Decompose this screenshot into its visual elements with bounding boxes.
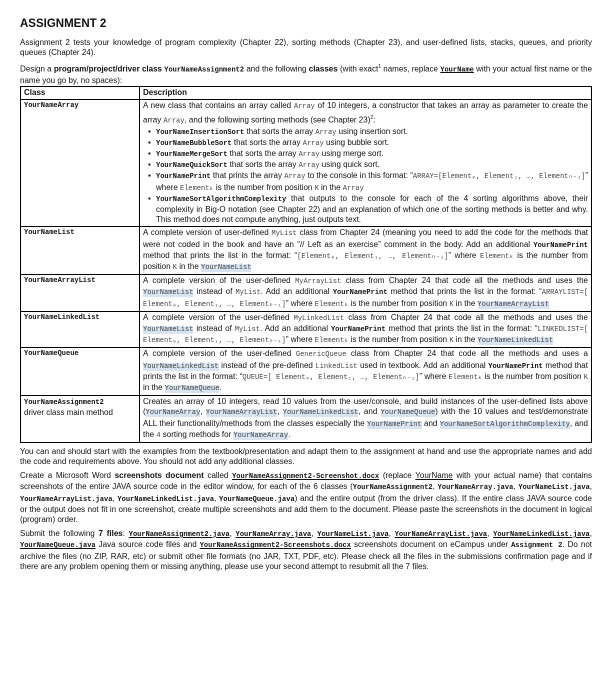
- design-paragraph: Design a program/project/driver class YourNameAssignment2 and the following classes (with exact$^1$ names, replace YourName with your actual first name or the name you go by, no spaces):: [20, 63, 593, 85]
- start-paragraph: You can and should start with the examples from the textbook/presentation and adapt them to the assignment at hand and use the appropriate names and add the code and requirements above. You should not add any additional classes.: [20, 447, 592, 467]
- table-row: [21, 227, 592, 275]
- table-row: [21, 348, 592, 396]
- list-item: ▪ YourNameQuickSort that sorts the array Array using quick sort.: [151, 160, 588, 171]
- table-row: [21, 275, 592, 312]
- class-description: Creates an array of 10 integers, read 10 values from the user/console, and build instances of the user-defined lists above (YourNameArray, YourNameArrayList, YourNameLinkedList, and YourNameQueue) with the 10 values and test/demonstrate ALL their functionality/methods from the classes especially the YourNamePrint and YourNameSortAlgorithmComplexity, and the 4 sorting methods for YourNameArray.: [140, 396, 592, 443]
- table-row: [21, 100, 592, 227]
- screenshot-paragraph: Create a Microsoft Word screenshots document called YourNameAssignment2-Screenshot.docx (replace YourName with your actual name) that contains screenshots of the entire JAVA source code in the editor window, for each of the 6 classes (YourNameAssignment2, YourNameArray.java, YourNameList.java, YourNameArrayList.java, YourNameLinkedList.java, YourNameQueue.java) and the entire output (from the driver class). If the entire class JAVA source code or the output does not fit in one screenshot, create multiple screenshots and add them to the document. Please paste the screenshots in the document in logical (program) order.: [20, 470, 593, 525]
- table-row: [21, 311, 592, 348]
- class-name: YourNameList: [21, 227, 140, 275]
- list-item: ▪ YourNameBubbleSort that sorts the array Array using bubble sort.: [151, 138, 588, 149]
- list-item: ▪ YourNameSortAlgorithmComplexity that outputs to the console for each of the 4 sorting algorithms above, their complexity in Big-O notation (see Chapter 22) and an explanation of which one of the sorting methods is better and why. This method does not compute anything, just outputs text.: [151, 194, 588, 226]
- class-description: A new class that contains an array called Array of 10 integers, a constructor that takes an array as parameter to create the array Array, and the following sorting methods (see Chapter 23)$^2$: ▪ YourNameInsertionSort that sorts the array Array using insertion sort. ▪ YourNameBubbleSort that sorts the array Array using bubble sort. ▪ YourNameMergeSort that sorts the array Array using merge sort. ▪ YourNameQuickSort that sorts the array Array using quick sort. ▪ YourNamePrint that prints the array Array to the console in this format: “ARRAY=[Element₀, Element₁, …, Elementₙ₋₁]” where Elementₖ is the number from position K in the Array ▪ YourNameSortAlgorithmComplexity that outputs to the console for each of the 4 sorting algorithms above, their complexity in Big-O notation (see Chapter 22) and an explanation of which one of the sorting methods is better and why. This method does not compute anything, just outputs text.: [140, 100, 592, 227]
- table-row: [21, 396, 592, 443]
- page-title: ASSIGNMENT 2: [20, 18, 107, 30]
- class-name: YourNameArrayList: [21, 275, 140, 312]
- list-item: ▪ YourNamePrint that prints the array Array to the console in this format: “ARRAY=[Element₀, Element₁, …, Elementₙ₋₁]” where Elementₖ is the number from position K in the Array: [151, 171, 588, 193]
- class-description: A complete version of the user-defined GenericQueue class from Chapter 24 that code all the methods and uses a YourNameLinkedList instead of the pre-defined LinkedList used in textbook. Add an additional YourNamePrint method that prints the list in the format: “QUEUE=[ Element₀, Element₁, …, Elementₙ₋₁]” where Elementₖ is the number from position K in the YourNameQueue.: [140, 348, 592, 396]
- class-description: A complete version of user-defined MyList class from Chapter 24 (meaning you need to add the code for the methods that were not coded in the book and have an “// Left as an exercise” comment in the body. Add an additional YourNamePrint method that prints the list in the format: “[Element₀, Element₁, …, Elementₙ₋₁]” where Elementₖ is the number from position K in the YourNameList: [140, 227, 592, 275]
- list-item: ▪ YourNameInsertionSort that sorts the array Array using insertion sort.: [151, 127, 588, 138]
- submit-paragraph: Submit the following 7 files: YourNameAssignment2.java, YourNameArray.java, YourNameList.java, YourNameArrayList.java, YourNameLinkedList.java, YourNameQueue.java Java source code files and YourNameAssignment2-Screenshots.docx screenshots document on eCampus under Assignment 2. Do not archive the files (no ZIP, RAR, etc) or submit other file formats (no JAR, TXT, PDF, etc). Please check all the files in the submissions confirmation page and if there are any problem opening them or missing anything, please use your second attempt to resubmit all the 7 files.: [20, 528, 593, 572]
- table-header-row: [21, 87, 592, 100]
- class-description: A complete version of the user-defined MyLinkedList class from Chapter 24 that code all the methods and uses the YourNameList instead of MyList. Add an additional YourNamePrint method that prints the list in the format: “LINKEDLIST=[ Element₀, Element₁, …, Elementₙ₋₁]” where Elementₖ is the number from position K in the YourNameLinkedList: [140, 311, 592, 348]
- class-description: A complete version of the user-defined MyArrayList class from Chapter 24 that code all the methods and uses the YourNameList instead of MyList. Add an additional YourNamePrint method that prints the list in the format: “ARRAYLIST=[ Element₀, Element₁, …, Elementₙ₋₁]” where Elementₖ is the number from position K in the YourNameArrayList: [140, 275, 592, 312]
- header-class: Class: [21, 87, 140, 100]
- class-name: YourNameQueue: [21, 348, 140, 396]
- classes-table: [20, 86, 592, 443]
- list-item: ▪ YourNameMergeSort that sorts the array Array using merge sort.: [151, 149, 588, 160]
- class-name: YourNameLinkedList: [21, 311, 140, 348]
- sorting-methods-list: [143, 127, 588, 226]
- intro-paragraph: Assignment 2 tests your knowledge of program complexity (Chapter 22), sorting methods (Chapter 23), and user-defined lists, stacks, queues, and priority queues (Chapter 24).: [20, 38, 592, 58]
- class-name: YourNameAssignment2 driver class main method: [21, 396, 140, 443]
- header-description: Description: [140, 87, 592, 100]
- class-name: YourNameArray: [21, 100, 140, 227]
